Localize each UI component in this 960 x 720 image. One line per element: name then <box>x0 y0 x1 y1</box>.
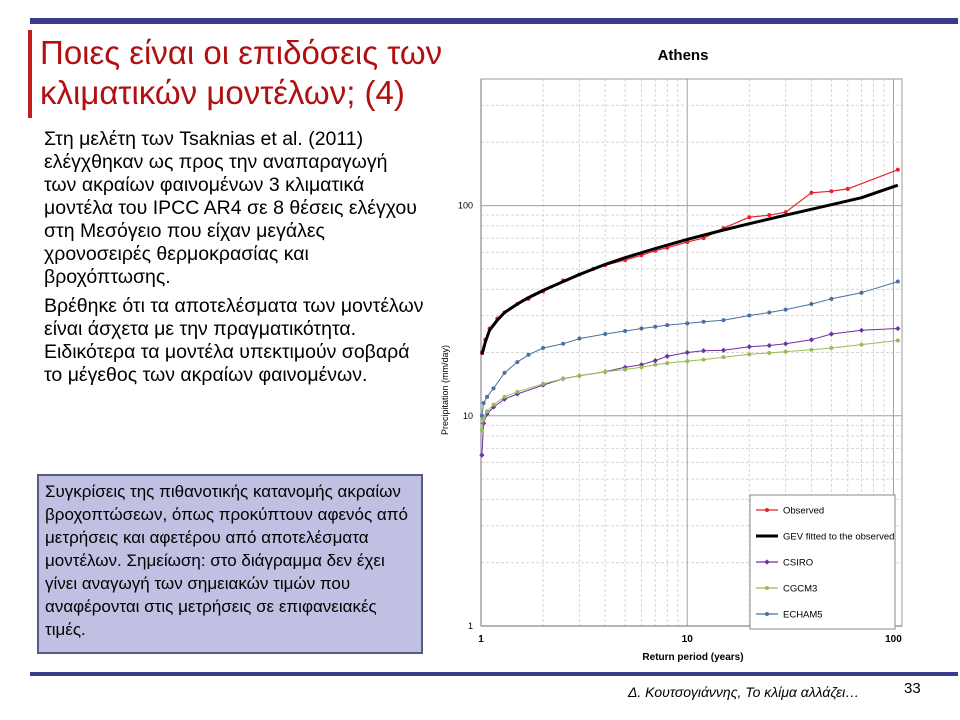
data-point <box>485 409 489 413</box>
data-point <box>767 213 771 217</box>
data-point <box>502 395 506 399</box>
data-point <box>829 331 834 336</box>
data-point <box>767 343 772 348</box>
data-point <box>767 310 771 314</box>
data-point <box>653 358 658 363</box>
x-axis-label: Return period (years) <box>642 652 744 663</box>
data-point <box>482 418 486 422</box>
data-point <box>502 371 506 375</box>
y-axis-label: Precipitation (mm/day) <box>440 344 450 436</box>
data-point <box>485 395 489 399</box>
top-divider <box>30 18 958 24</box>
data-point <box>639 365 643 369</box>
chart-legend <box>750 495 895 629</box>
legend-label: GEV fitted to the observed <box>783 531 895 543</box>
data-point <box>860 291 864 295</box>
data-point <box>722 318 726 322</box>
x-tick-label: 100 <box>885 634 902 645</box>
data-point <box>747 352 751 356</box>
data-point <box>541 382 545 386</box>
data-point <box>541 346 545 350</box>
legend-label: ECHAM5 <box>783 609 823 621</box>
data-point <box>859 328 864 333</box>
data-point <box>577 374 581 378</box>
data-point <box>765 586 769 590</box>
data-point <box>561 377 565 381</box>
body-paragraph-2: Βρέθηκε ότι τα αποτελέσματα των μοντέλων είναι άσχετα με την πραγματικότητα. Ειδικότερα τα μοντέλα υπεκτιμούν σοβαρά το μέγεθος των ακραίων φαινομένων. <box>44 295 424 386</box>
series-line-gev-fitted-to-the-observed <box>482 185 898 355</box>
data-point <box>480 429 484 433</box>
data-point <box>685 321 689 325</box>
bottom-divider <box>30 672 958 676</box>
data-point <box>480 414 484 418</box>
data-point <box>784 350 788 354</box>
data-point <box>747 215 751 219</box>
data-point <box>784 308 788 312</box>
y-tick-label: 100 <box>457 200 473 211</box>
data-point <box>577 337 581 341</box>
y-tick-label: 10 <box>462 410 473 421</box>
data-point <box>860 343 864 347</box>
data-point <box>809 337 814 342</box>
data-point <box>685 350 690 355</box>
data-point <box>809 348 813 352</box>
body-paragraph-1: Στη μελέτη των Tsaknias et al. (2011) ελέγχθηκαν ως προς την αναπαραγωγή των ακραίων φαινομένων 3 κλιματικά μοντέλα του IPCC AR4 σε 8 θέσεις ελέγχου στη Μεσόγειο που είχαν μεγάλες χρονοσειρές θερμοκρασίας και βροχόπτωσης. <box>44 128 417 288</box>
legend-label: CSIRO <box>783 557 814 569</box>
x-tick-label: 1 <box>478 634 484 645</box>
data-point <box>846 187 850 191</box>
body-text <box>44 128 424 393</box>
data-point <box>492 403 496 407</box>
data-point <box>747 313 751 317</box>
data-point <box>515 390 519 394</box>
data-point <box>809 191 813 195</box>
data-point <box>665 354 670 359</box>
data-point <box>561 342 565 346</box>
data-point <box>809 302 813 306</box>
y-tick-label: 1 <box>467 621 473 631</box>
athens-chart <box>430 40 930 665</box>
series-gev-fitted-to-the-observed <box>482 185 898 355</box>
page-number: 33 <box>904 680 921 697</box>
data-point <box>653 363 657 367</box>
data-point <box>895 326 900 331</box>
data-point <box>603 370 607 374</box>
data-point <box>765 508 769 512</box>
chart-series <box>479 168 900 458</box>
data-point <box>702 358 706 362</box>
title-accent-bar <box>28 30 32 118</box>
data-point <box>829 189 833 193</box>
data-point <box>685 359 689 363</box>
data-point <box>639 327 643 331</box>
data-point <box>515 360 519 364</box>
note-box: Συγκρίσεις της πιθανοτικής κατανομής ακραίων βροχοπτώσεων, όπως προκύπτουν αφενός από μετρήσεις και αφετέρου από αποτελέσματα μοντέλων. Σημείωση: στο διάγραμμα δεν έχει γίνει αναγωγή των σημειακών τιμών που αναφέρονται στις μετρήσεις σε επιφανειακές τιμές. <box>37 474 423 654</box>
data-point <box>623 329 627 333</box>
data-point <box>702 320 706 324</box>
data-point <box>829 346 833 350</box>
data-point <box>653 325 657 329</box>
series-line-observed <box>482 170 898 353</box>
slide-title: Ποιες είναι οι επιδόσεις των κλιματικών μοντέλων; (4) <box>40 34 443 111</box>
footer-citation: Δ. Κουτσογιάννης, Το κλίμα αλλάζει… <box>628 684 860 700</box>
data-point <box>829 297 833 301</box>
chart-title: Athens <box>657 47 709 64</box>
data-point <box>479 453 484 458</box>
data-point <box>896 280 900 284</box>
data-point <box>603 332 607 336</box>
data-point <box>492 386 496 390</box>
legend-label: CGCM3 <box>783 583 818 595</box>
data-point <box>623 368 627 372</box>
x-tick-label: 10 <box>681 634 693 645</box>
data-point <box>722 355 726 359</box>
data-point <box>896 339 900 343</box>
data-point <box>747 344 752 349</box>
data-point <box>896 168 900 172</box>
data-point <box>767 351 771 355</box>
data-point <box>482 401 486 405</box>
data-point <box>783 341 788 346</box>
series-csiro <box>479 326 900 458</box>
data-point <box>665 361 669 365</box>
data-point <box>527 353 531 357</box>
data-point <box>765 612 769 616</box>
legend-label: Observed <box>783 505 825 517</box>
data-point <box>665 323 669 327</box>
